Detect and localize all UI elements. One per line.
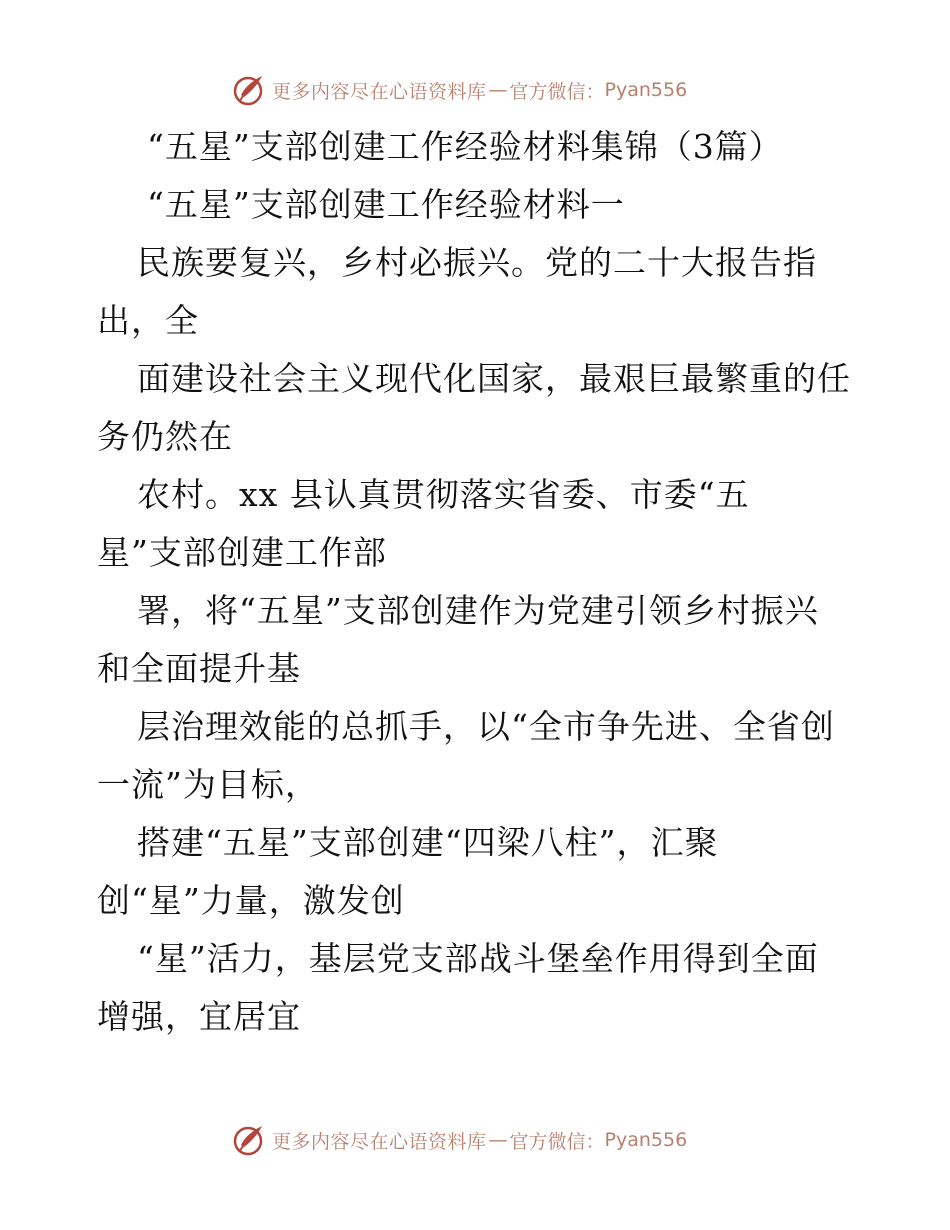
paragraph-line: 层治理效能的总抓手，以“全市争先进、全省创 [137, 707, 835, 746]
watermark-text: 更多内容尽在心语资料库 [272, 80, 487, 103]
paragraph-line: “星”活力，基层党支部战斗堡垒作用得到全面 [137, 939, 819, 978]
paragraph-line: 署，将“五星”支部创建作为党建引领乡村振兴 [137, 591, 819, 630]
quill-logo-icon [232, 1123, 266, 1157]
watermark-wechat-id: Pyan556 [604, 1129, 688, 1151]
paragraph-line: 和全面提升基 [97, 649, 301, 688]
watermark-separator: — [488, 79, 508, 101]
paragraph-line: 务仍然在 [97, 417, 233, 456]
paragraph-line: 创“星”力量，激发创 [97, 881, 405, 920]
paragraph-line: 星”支部创建工作部 [97, 533, 387, 572]
paragraph-line: 农村。xx 县认真贯彻落实省委、市委“五 [137, 475, 750, 514]
watermark-banner-top [232, 70, 687, 110]
section-heading: “五星”支部创建工作经验材料一 [147, 185, 625, 224]
watermark-contact-label: 官方微信： [509, 1130, 605, 1153]
watermark-text: 更多内容尽在心语资料库 [272, 1130, 487, 1153]
paragraph-line: 面建设社会主义现代化国家，最艰巨最繁重的任 [137, 359, 851, 398]
document-title: “五星”支部创建工作经验材料集锦（3篇） [147, 127, 783, 166]
paragraph-line: 出，全 [97, 301, 199, 340]
watermark-wechat-id: Pyan556 [604, 79, 688, 101]
paragraph-line: 一流”为目标， [97, 765, 319, 804]
watermark-contact-label: 官方微信： [509, 80, 605, 103]
document-body [97, 118, 867, 1046]
watermark-separator: — [488, 1129, 508, 1151]
paragraph-line: 搭建“五星”支部创建“四梁八柱”，汇聚 [137, 823, 719, 862]
paragraph-line: 增强，宜居宜 [97, 997, 301, 1036]
quill-logo-icon [232, 73, 266, 107]
paragraph-line: 民族要复兴，乡村必振兴。党的二十大报告指 [137, 243, 817, 282]
watermark-banner-bottom [232, 1120, 687, 1160]
